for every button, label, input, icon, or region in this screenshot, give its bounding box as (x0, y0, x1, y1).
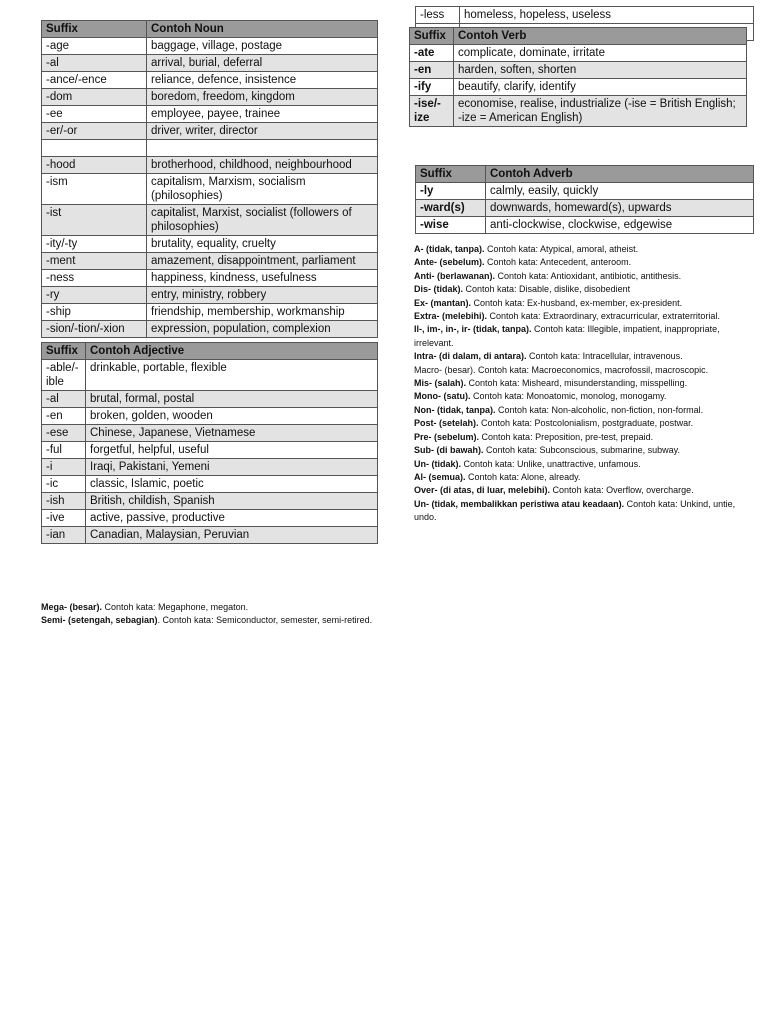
suffix-cell: -en (42, 408, 86, 425)
table-row (42, 123, 378, 140)
prefix-term: Un- (tidak). (414, 458, 461, 469)
table-row (410, 79, 747, 96)
suffix-cell: -en (410, 62, 454, 79)
suffix-cell: -dom (42, 89, 147, 106)
example-cell: boredom, freedom, kingdom (147, 89, 378, 106)
example-cell: reliance, defence, insistence (147, 72, 378, 89)
suffix-cell: -age (42, 38, 147, 55)
header-suffix: Suffix (416, 166, 486, 183)
suffix-cell: -ship (42, 304, 147, 321)
table-row (42, 391, 378, 408)
prefix-examples: Contoh kata: Ex-husband, ex-member, ex-president. (471, 297, 683, 308)
prefix-term: Il-, im-, in-, ir- (tidak, tanpa). (414, 324, 532, 335)
table-row (42, 321, 378, 338)
prefix-examples: Contoh kata: Overflow, overcharge. (550, 485, 694, 496)
table-row (42, 157, 378, 174)
example-cell: Canadian, Malaysian, Peruvian (86, 527, 378, 544)
example-cell: drinkable, portable, flexible (86, 360, 378, 391)
suffix-cell: -ive (42, 510, 86, 527)
verb-table-header (410, 28, 747, 45)
prefix-entry (414, 377, 754, 390)
prefix-examples: Contoh kata: Disable, dislike, disobedient (463, 284, 631, 295)
table-row (42, 493, 378, 510)
verb-suffix-table (409, 27, 747, 127)
table-row (416, 217, 754, 234)
suffix-cell: -ful (42, 442, 86, 459)
example-cell: calmly, easily, quickly (486, 183, 754, 200)
prefix-term: Semi- (setengah, sebagian) (41, 615, 158, 626)
example-cell: baggage, village, postage (147, 38, 378, 55)
suffix-cell: -er/-or (42, 123, 147, 140)
suffix-cell (42, 140, 147, 157)
example-cell: classic, Islamic, poetic (86, 476, 378, 493)
prefix-entry (414, 270, 754, 283)
table-row (42, 476, 378, 493)
header-contoh-noun: Contoh Noun (147, 21, 378, 38)
prefix-term: Pre- (sebelum). (414, 431, 480, 442)
prefix-entry (414, 243, 754, 256)
prefix-entry (41, 614, 381, 627)
suffix-cell: -ee (42, 106, 147, 123)
prefix-entry (414, 297, 754, 310)
example-cell: employee, payee, trainee (147, 106, 378, 123)
prefix-entry (414, 471, 754, 484)
example-cell: capitalist, Marxist, socialist (followers of philosophies) (147, 205, 378, 236)
prefix-entry (414, 404, 754, 417)
prefix-entry (414, 256, 754, 269)
prefix-examples: Contoh kata: Unkind, untie, undo. (414, 498, 736, 523)
table-row (42, 270, 378, 287)
example-cell: beautify, clarify, identify (454, 79, 747, 96)
prefix-term: Sub- (di bawah). (414, 445, 484, 456)
noun-table-header (42, 21, 378, 38)
prefix-entry (414, 484, 754, 497)
example-cell: friendship, membership, workmanship (147, 304, 378, 321)
table-row (42, 510, 378, 527)
header-contoh-adverb: Contoh Adverb (486, 166, 754, 183)
header-suffix: Suffix (42, 343, 86, 360)
prefix-term: Al- (semua). (414, 471, 466, 482)
example-cell (147, 140, 378, 157)
header-contoh-adjective: Contoh Adjective (86, 343, 378, 360)
suffix-cell: -ness (42, 270, 147, 287)
suffix-cell: -ic (42, 476, 86, 493)
table-row (42, 360, 378, 391)
prefix-term: Dis- (tidak). (414, 284, 464, 295)
noun-suffix-table (41, 20, 378, 338)
table-row (42, 287, 378, 304)
prefix-examples: Contoh kata: Intracellular, intravenous. (526, 351, 683, 362)
adjective-table-header (42, 343, 378, 360)
adverb-table-header (416, 166, 754, 183)
prefix-term: Over- (di atas, di luar, melebihi). (414, 485, 551, 496)
table-row (42, 253, 378, 270)
suffix-cell: -ry (42, 287, 147, 304)
prefix-examples: Contoh kata: Antecedent, anteroom. (484, 257, 632, 268)
suffix-cell: -ate (410, 45, 454, 62)
example-cell: forgetful, helpful, useful (86, 442, 378, 459)
header-suffix: Suffix (42, 21, 147, 38)
prefix-term: Post- (setelah). (414, 418, 479, 429)
prefix-examples: . Contoh kata: Semiconductor, semester, semi-retired. (157, 615, 373, 626)
prefix-entry (414, 283, 754, 296)
table-row (416, 200, 754, 217)
prefix-examples: Contoh kata: Antioxidant, antibiotic, antithesis. (495, 270, 682, 281)
prefix-examples: Contoh kata: Alone, already. (465, 471, 581, 482)
table-row (410, 62, 747, 79)
prefix-examples: Contoh kata: Subconscious, submarine, subway. (483, 445, 680, 456)
example-cell: complicate, dominate, irritate (454, 45, 747, 62)
table-row (410, 96, 747, 127)
table-row (42, 527, 378, 544)
suffix-cell: -ise/-ize (410, 96, 454, 127)
prefix-examples: Contoh kata: Non-alcoholic, non-fiction, non-formal. (495, 404, 704, 415)
suffix-cell: -ian (42, 527, 86, 544)
prefix-examples: Contoh kata: Monoatomic, monolog, monogamy. (470, 391, 667, 402)
table-row (42, 140, 378, 157)
suffix-cell: -ly (416, 183, 486, 200)
prefix-entry (41, 601, 381, 614)
example-cell: active, passive, productive (86, 510, 378, 527)
prefix-examples: Contoh kata: Preposition, pre-test, prepaid. (479, 431, 654, 442)
example-cell: happiness, kindness, usefulness (147, 270, 378, 287)
example-cell: Iraqi, Pakistani, Yemeni (86, 459, 378, 476)
suffix-cell: -ish (42, 493, 86, 510)
suffix-cell: -ward(s) (416, 200, 486, 217)
suffix-cell: -i (42, 459, 86, 476)
table-row (42, 89, 378, 106)
prefix-entry (414, 350, 754, 363)
prefix-entry (414, 323, 754, 350)
bottom-prefix-list (41, 601, 381, 628)
table-row (42, 304, 378, 321)
example-cell: Chinese, Japanese, Vietnamese (86, 425, 378, 442)
example-cell: entry, ministry, robbery (147, 287, 378, 304)
example-cell: expression, population, complexion (147, 321, 378, 338)
suffix-cell: -wise (416, 217, 486, 234)
prefix-term: A- (tidak, tanpa). (414, 244, 485, 254)
table-row (410, 45, 747, 62)
suffix-cell: -al (42, 391, 86, 408)
table-row (42, 236, 378, 253)
prefix-examples: Contoh kata: Misheard, misunderstanding, misspelling. (466, 378, 688, 389)
example-cell: brotherhood, childhood, neighbourhood (147, 157, 378, 174)
prefix-examples: Contoh kata: Extraordinary, extracurricular, extraterritorial. (487, 311, 720, 322)
prefix-examples: Contoh kata: Illegible, impatient, inappropriate, irrelevant. (414, 324, 720, 348)
example-cell: brutal, formal, postal (86, 391, 378, 408)
prefix-term: Ante- (sebelum). (414, 257, 485, 268)
suffix-cell: -al (42, 55, 147, 72)
suffix-cell: -less (416, 7, 460, 24)
prefix-examples: Macro- (besar). Contoh kata: Macroeconomics, macrofossil, macroscopic. (414, 364, 709, 375)
suffix-cell: -ment (42, 253, 147, 270)
prefix-term: Ex- (mantan). (414, 297, 472, 308)
header-contoh-verb: Contoh Verb (454, 28, 747, 45)
table-row (42, 106, 378, 123)
header-suffix: Suffix (410, 28, 454, 45)
example-cell: capitalism, Marxism, socialism (philosophies) (147, 174, 378, 205)
example-cell: driver, writer, director (147, 123, 378, 140)
prefix-entry (414, 431, 754, 444)
prefix-examples: Contoh kata: Megaphone, megaton. (102, 602, 249, 612)
example-cell: broken, golden, wooden (86, 408, 378, 425)
prefix-entry (414, 364, 754, 377)
prefix-examples: Contoh kata: Atypical, amoral, atheist. (484, 244, 639, 254)
table-row (42, 408, 378, 425)
table-row (42, 459, 378, 476)
adjective-suffix-table (41, 342, 378, 544)
prefix-examples: Contoh kata: Postcolonialism, postgraduate, postwar. (478, 418, 694, 429)
prefix-examples: Contoh kata: Unlike, unattractive, unfamous. (461, 458, 641, 469)
prefix-term: Mega- (besar). (41, 602, 103, 612)
table-row (42, 72, 378, 89)
suffix-cell: -sion/-tion/-xion (42, 321, 147, 338)
suffix-cell: -ese (42, 425, 86, 442)
suffix-cell: -ity/-ty (42, 236, 147, 253)
table-row (42, 55, 378, 72)
suffix-cell: -ism (42, 174, 147, 205)
prefix-entry (414, 390, 754, 403)
suffix-cell: -able/-ible (42, 360, 86, 391)
prefix-entry (414, 417, 754, 430)
table-row (42, 205, 378, 236)
prefix-entry (414, 498, 754, 525)
prefix-term: Intra- (di dalam, di antara). (414, 351, 527, 362)
prefix-term: Mono- (satu). (414, 391, 471, 402)
prefix-list (414, 243, 754, 525)
prefix-term: Non- (tidak, tanpa). (414, 404, 496, 415)
prefix-entry (414, 444, 754, 457)
table-row (42, 442, 378, 459)
suffix-cell: -ist (42, 205, 147, 236)
suffix-cell: -ify (410, 79, 454, 96)
example-cell: economise, realise, industrialize (-ise = British English; -ize = American English) (454, 96, 747, 127)
table-row (416, 183, 754, 200)
prefix-term: Un- (tidak, membalikkan peristiwa atau keadaan). (414, 498, 625, 509)
prefix-entry (414, 310, 754, 323)
table-row (42, 38, 378, 55)
prefix-term: Mis- (salah). (414, 378, 467, 389)
example-cell: homeless, hopeless, useless (460, 7, 754, 24)
table-row (42, 174, 378, 205)
adverb-suffix-table (415, 165, 754, 234)
example-cell: amazement, disappointment, parliament (147, 253, 378, 270)
table-row (416, 7, 754, 24)
example-cell: harden, soften, shorten (454, 62, 747, 79)
prefix-term: Anti- (berlawanan). (414, 270, 496, 281)
suffix-cell: -hood (42, 157, 147, 174)
example-cell: arrival, burial, deferral (147, 55, 378, 72)
suffix-cell: -ance/-ence (42, 72, 147, 89)
table-row (42, 425, 378, 442)
prefix-term: Extra- (melebihi). (414, 311, 488, 322)
prefix-entry (414, 458, 754, 471)
example-cell: brutality, equality, cruelty (147, 236, 378, 253)
example-cell: downwards, homeward(s), upwards (486, 200, 754, 217)
example-cell: anti-clockwise, clockwise, edgewise (486, 217, 754, 234)
example-cell: British, childish, Spanish (86, 493, 378, 510)
